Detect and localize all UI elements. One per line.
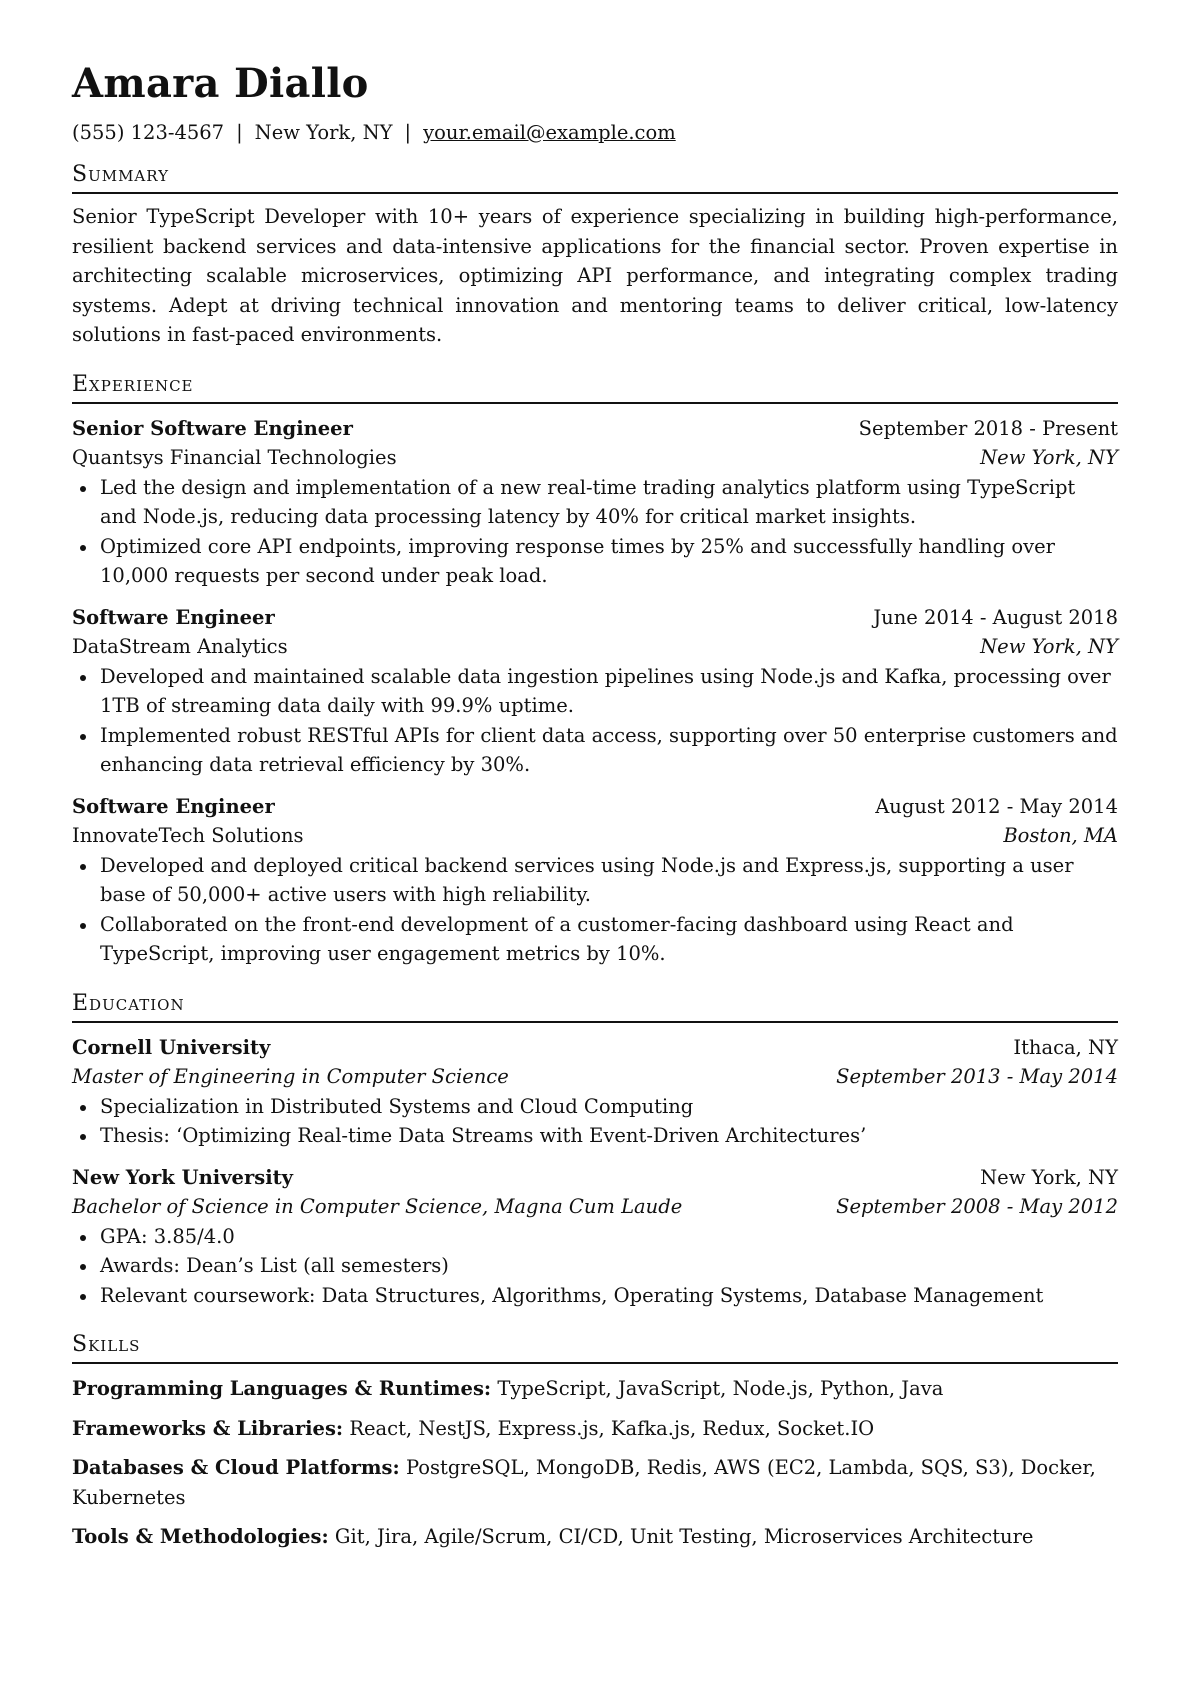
- skill-value: React, NestJS, Express.js, Kafka.js, Redux, Socket.IO: [349, 1416, 875, 1440]
- school-location: New York, NY: [980, 1165, 1118, 1189]
- skill-line: [72, 1414, 1118, 1444]
- bullet-item: Implemented robust RESTful APIs for client data access, supporting over 50 enterprise customers and enhancing data retrieval efficiency by 30%.: [100, 721, 1118, 780]
- skill-label: Frameworks & Libraries:: [72, 1416, 344, 1440]
- summary-section: [72, 160, 1118, 350]
- job-dates: June 2014 - August 2018: [873, 605, 1118, 629]
- summary-text: Senior TypeScript Developer with 10+ years of experience specializing in building high-performance, resilient backend services and data-intensive applications for the financial sector. Proven expertise in architecting scalable microservices, optimizing API performance, and integrating complex trading systems. Adept at driving technical innovation and mentoring teams to deliver critical, low-latency solutions in fast-paced environments.: [72, 205, 1118, 346]
- email-link[interactable]: your.email@example.com: [423, 121, 676, 144]
- company-name: InnovateTech Solutions: [72, 824, 304, 847]
- skill-line: [72, 1453, 1118, 1512]
- job-entry: [72, 414, 1118, 591]
- job-title: Senior Software Engineer: [72, 416, 353, 440]
- job-location: New York, NY: [980, 446, 1118, 469]
- school-name: Cornell University: [72, 1035, 271, 1059]
- bullet-item: Optimized core API endpoints, improving response times by 25% and successfully handling over 10,000 requests per second under peak load.: [100, 532, 1118, 591]
- job-title: Software Engineer: [72, 794, 275, 818]
- resume-header: [72, 56, 1118, 146]
- skill-value: TypeScript, JavaScript, Node.js, Python, Java: [497, 1377, 944, 1400]
- degree-name: Master of Engineering in Computer Science: [72, 1065, 509, 1088]
- bullet-item: Awards: Dean’s List (all semesters): [100, 1251, 1118, 1281]
- contact-location: New York, NY: [254, 121, 393, 144]
- job-location: New York, NY: [980, 635, 1118, 658]
- bullet-item: GPA: 3.85/4.0: [100, 1222, 1118, 1252]
- job-dates: August 2012 - May 2014: [875, 794, 1118, 818]
- skill-value: PostgreSQL, MongoDB, Redis, AWS (EC2, Lambda, SQS, S3), Docker, Kubernetes: [72, 1456, 1096, 1509]
- job-bullets: [72, 851, 1118, 969]
- skill-label: Programming Languages & Runtimes:: [72, 1377, 492, 1400]
- company-name: Quantsys Financial Technologies: [72, 446, 397, 469]
- education-bullets: [72, 1222, 1118, 1311]
- skill-label: Databases & Cloud Platforms:: [72, 1456, 400, 1479]
- experience-section: [72, 370, 1118, 969]
- candidate-name: Amara Diallo: [72, 60, 369, 107]
- education-entry: [72, 1033, 1118, 1151]
- skill-line: [72, 1522, 1118, 1552]
- job-entry: [72, 603, 1118, 780]
- job-location: Boston, MA: [1003, 824, 1118, 847]
- bullet-item: Collaborated on the front-end development of a customer-facing dashboard using React and TypeScript, improving user engagement metrics by 10%.: [100, 910, 1118, 969]
- section-heading-experience: Experience: [72, 370, 1118, 404]
- bullet-item: Specialization in Distributed Systems and Cloud Computing: [100, 1092, 1118, 1122]
- education-dates: September 2008 - May 2012: [836, 1195, 1118, 1218]
- company-name: DataStream Analytics: [72, 635, 288, 658]
- contact-line: [72, 120, 1118, 146]
- education-section: [72, 989, 1118, 1311]
- bullet-item: Led the design and implementation of a new real-time trading analytics platform using TypeScript and Node.js, reducing data processing latency by 40% for critical market insights.: [100, 473, 1118, 532]
- degree-name: Bachelor of Science in Computer Science, Magna Cum Laude: [72, 1195, 683, 1218]
- skill-label: Tools & Methodologies:: [72, 1525, 329, 1548]
- section-heading-skills: Skills: [72, 1330, 1118, 1364]
- skills-section: [72, 1330, 1118, 1552]
- school-name: New York University: [72, 1165, 293, 1189]
- contact-separator: |: [236, 121, 243, 144]
- contact-separator: |: [404, 121, 412, 144]
- education-dates: September 2013 - May 2014: [836, 1065, 1118, 1088]
- phone-number: (555) 123-4567: [72, 121, 225, 144]
- job-bullets: [72, 662, 1118, 780]
- skill-line: [72, 1374, 1118, 1404]
- section-heading-summary: Summary: [72, 160, 1118, 194]
- education-entry: [72, 1163, 1118, 1311]
- bullet-item: Developed and deployed critical backend services using Node.js and Express.js, supporting a user base of 50,000+ active users with high reliability.: [100, 851, 1118, 910]
- bullet-item: Relevant coursework: Data Structures, Algorithms, Operating Systems, Database Management: [100, 1281, 1118, 1311]
- section-heading-education: Education: [72, 989, 1118, 1023]
- job-dates: September 2018 - Present: [858, 416, 1118, 440]
- job-bullets: [72, 473, 1118, 591]
- school-location: Ithaca, NY: [1013, 1035, 1118, 1059]
- skill-value: Git, Jira, Agile/Scrum, CI/CD, Unit Testing, Microservices Architecture: [334, 1525, 1034, 1548]
- bullet-item: Thesis: ‘Optimizing Real-time Data Streams with Event-Driven Architectures’: [100, 1121, 1118, 1151]
- job-entry: [72, 792, 1118, 969]
- job-title: Software Engineer: [72, 605, 275, 629]
- bullet-item: Developed and maintained scalable data ingestion pipelines using Node.js and Kafka, processing over 1TB of streaming data daily with 99.9% uptime.: [100, 662, 1118, 721]
- education-bullets: [72, 1092, 1118, 1151]
